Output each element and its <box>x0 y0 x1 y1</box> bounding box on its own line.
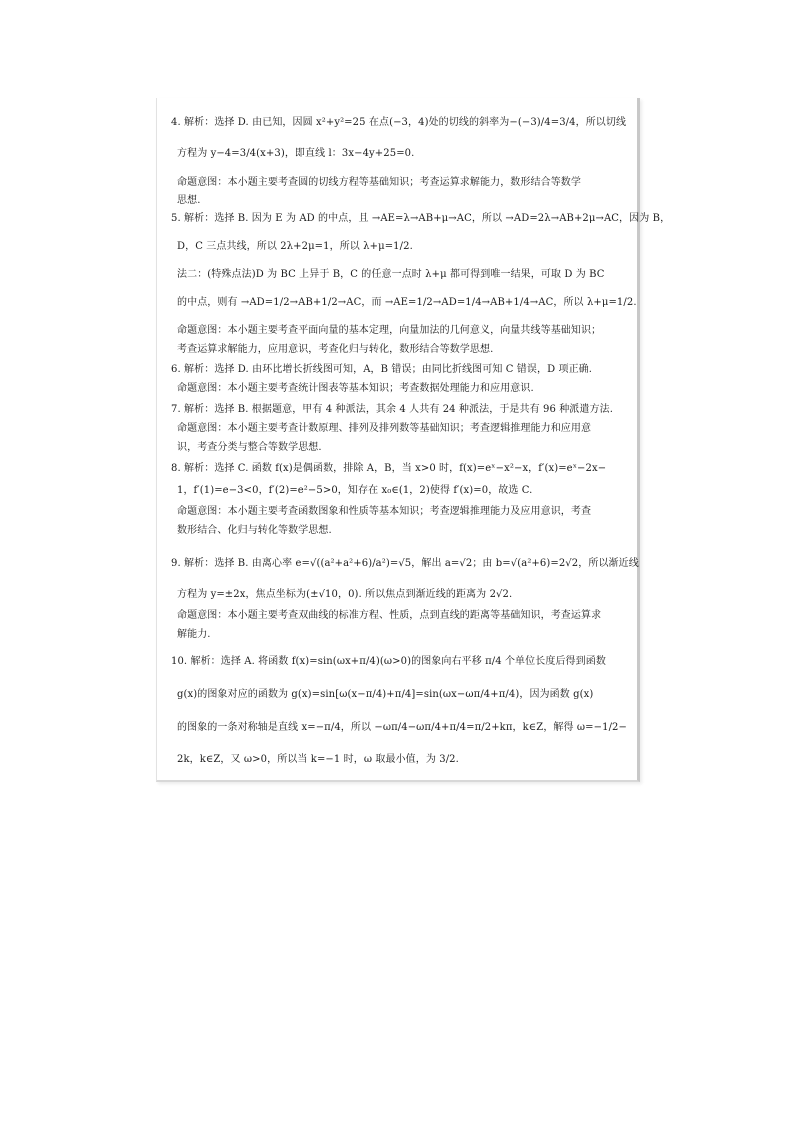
text-line: 的中点，则有 →AD=1/2→AB+1/2→AC，而 →AE=1/2→AD=1/4→AB+1/4→AC，所以 λ+μ=1/2. <box>177 297 637 308</box>
text-line: 命题意图：本小题主要考查函数图象和性质等基本知识；考查逻辑推理能力及应用意识，考查 <box>177 506 592 517</box>
text-line: 2k，k∈Z，又 ω>0，所以当 k=−1 时，ω 取最小值，为 3/2. <box>177 754 459 765</box>
text-line: 命题意图：本小题主要考查平面向量的基本定理，向量加法的几何意义，向量共线等基础知识； <box>177 325 602 336</box>
text-line: 10. 解析：选择 A. 将函数 f(x)=sin(ωx+π/4)(ω>0)的图象向右平移 π/4 个单位长度后得到函数 <box>171 656 606 667</box>
text-line: 命题意图：本小题主要考查计数原理、排列及排列数等基础知识；考查逻辑推理能力和应用意 <box>177 423 592 434</box>
text-line: 法二：(特殊点法)D 为 BC 上异于 B，C 的任意一点时 λ+μ 都可得到唯一结果，可取 D 为 BC <box>177 269 605 280</box>
text-line: 方程为 y=±2x，焦点坐标为(±√10，0). 所以焦点到渐近线的距离为 2√2. <box>177 589 513 600</box>
text-line: 1，f′(1)=e−3<0，f′(2)=e²−5>0，知存在 x₀∈(1，2)使得 f′(x)=0，故选 C. <box>177 485 533 496</box>
text-line: 解能力. <box>177 629 211 640</box>
text-line: 4. 解析：选择 D. 由已知，因圆 x²+y²=25 在点(−3，4)处的切线的斜率为−(−3)/4=3/4，所以切线 <box>171 117 627 128</box>
text-line: 命题意图：本小题主要考查双曲线的标准方程、性质，点到直线的距离等基础知识，考查运算求 <box>177 610 602 621</box>
text-line: 8. 解析：选择 C. 函数 f(x)是偶函数，排除 A，B，当 x>0 时，f(x)=eˣ−x²−x，f′(x)=eˣ−2x− <box>171 463 607 474</box>
text-line: 9. 解析：选择 B. 由离心率 e=√((a²+a²+6)/a²)=√5，解出 a=√2；由 b=√(a²+6)=2√2，所以渐近线 <box>171 558 639 569</box>
text-line: 考查运算求解能力，应用意识，考查化归与转化，数形结合等数学思想. <box>177 344 494 355</box>
text-line: 7. 解析：选择 B. 根据题意，甲有 4 种派法，其余 4 人共有 24 种派法，于是共有 96 种派遣方法. <box>171 404 613 415</box>
text-line: D，C 三点共线，所以 2λ+2μ=1，所以 λ+μ=1/2. <box>177 241 413 252</box>
text-line: 6. 解析：选择 D. 由环比增长折线图可知，A，B 错误；由同比折线图可知 C 错误，D 项正确. <box>171 364 593 375</box>
document-page <box>156 98 671 782</box>
text-line: 识，考查分类与整合等数学思想. <box>177 442 322 453</box>
text-line: 命题意图：本小题主要考查圆的切线方程等基础知识；考查运算求解能力，数形结合等数学 <box>177 177 581 188</box>
text-line: 思想. <box>177 195 201 206</box>
text-line: 数形结合、化归与转化等数学思想. <box>177 525 332 536</box>
text-line: 5. 解析：选择 B. 因为 E 为 AD 的中点，且 →AE=λ→AB+μ→AC，所以 →AD=2λ→AB+2μ→AC，因为 B， <box>171 213 671 224</box>
text-line: 的图象的一条对称轴是直线 x=−π/4，所以 −ωπ/4−ωπ/4+π/4=π/2+kπ，k∈Z，解得 ω=−1/2− <box>177 722 627 733</box>
text-line: g(x)的图象对应的函数为 g(x)=sin[ω(x−π/4)+π/4]=sin(ωx−ωπ/4+π/4)，因为函数 g(x) <box>177 689 594 700</box>
text-line: 方程为 y−4=3/4(x+3)，即直线 l：3x−4y+25=0. <box>177 148 415 159</box>
text-line: 命题意图：本小题主要考查统计图表等基本知识；考查数据处理能力和应用意识. <box>177 383 534 394</box>
